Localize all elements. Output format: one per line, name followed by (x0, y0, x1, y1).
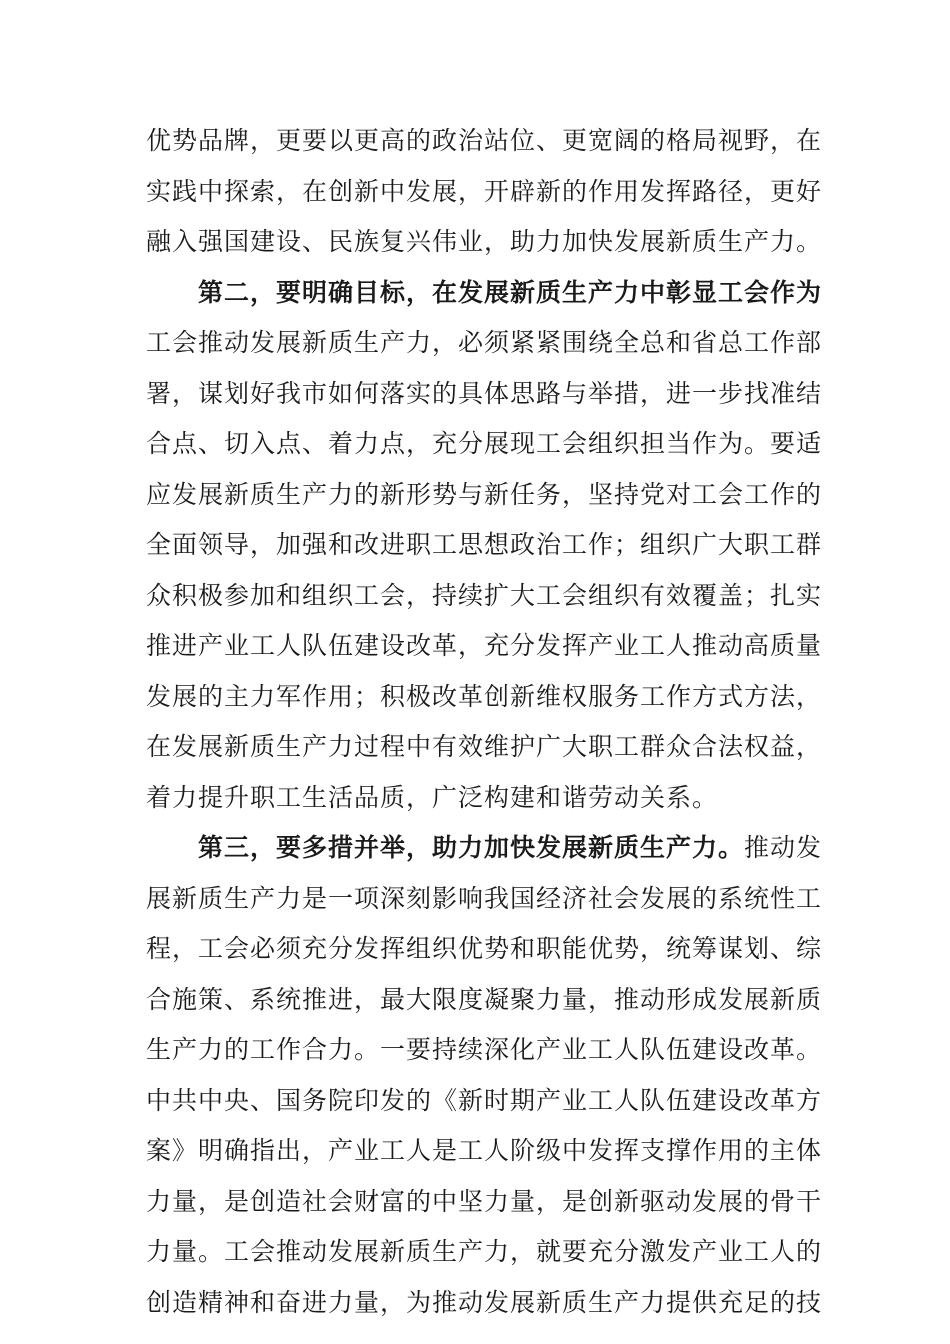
paragraph-2-line-6: 众积极参加和组织工会，持续扩大工会组织有效覆盖；扎实 (146, 580, 823, 610)
paragraph-3-line-3: 合施策、系统推进，最大限度凝聚力量，推动形成发展新质 (146, 984, 823, 1014)
paragraph-2-heading: 第二，要明确目标，在发展新质生产力中彰显工会作为 (198, 277, 823, 307)
paragraph-3-line-1: 展新质生产力是一项深刻影响我国经济社会发展的系统性工 (146, 883, 823, 913)
paragraph-3-line-7: 力量，是创造社会财富的中坚力量，是创新驱动发展的骨干 (146, 1186, 823, 1216)
paragraph-3-line-6: 案》明确指出，产业工人是工人阶级中发挥支撑作用的主体 (146, 1136, 823, 1165)
paragraph-3-line-4: 生产力的工作合力。一要持续深化产业工人队伍建设改革。 (146, 1035, 823, 1064)
paragraph-1-line-1: 优势品牌，更要以更高的政治站位、更宽阔的格局视野，在 (146, 126, 823, 155)
paragraph-3-line-8: 力量。工会推动发展新质生产力，就要充分激发产业工人的 (146, 1237, 823, 1266)
paragraph-3-first-line (146, 823, 823, 874)
paragraph-2-line-7: 推进产业工人队伍建设改革，充分发挥产业工人推动高质量 (146, 631, 823, 660)
paragraph-2-line-10: 着力提升职工生活品质，广泛构建和谐劳动关系。 (146, 782, 719, 812)
paragraph-3-line-9: 创造精神和奋进力量，为推动发展新质生产力提供充足的技 (146, 1287, 823, 1317)
paragraph-3-first-line-rest: 推动发 (744, 833, 823, 862)
paragraph-2-line-2: 署，谋划好我市如何落实的具体思路与举措，进一步找准结 (146, 378, 823, 408)
paragraph-3-line-5: 中共中央、国务院印发的《新时期产业工人队伍建设改革方 (146, 1085, 823, 1115)
document-body (146, 116, 823, 1328)
paragraph-1-line-2: 实践中探索，在创新中发展，开辟新的作用发挥路径，更好 (146, 176, 823, 206)
paragraph-2-line-1: 工会推动发展新质生产力，必须紧紧围绕全总和省总工作部 (146, 328, 823, 357)
paragraph-3-heading: 第三，要多措并举，助力加快发展新质生产力。 (198, 833, 745, 862)
paragraph-1-line-3: 融入强国建设、民族复兴伟业，助力加快发展新质生产力。 (146, 227, 823, 256)
paragraph-2-line-3: 合点、切入点、着力点，充分展现工会组织担当作为。要适 (146, 429, 823, 458)
paragraph-2-line-8: 发展的主力军作用；积极改革创新维权服务工作方式方法， (146, 681, 823, 711)
paragraph-2-line-4: 应发展新质生产力的新形势与新任务，坚持党对工会工作的 (146, 479, 823, 509)
paragraph-2-line-9: 在发展新质生产力过程中有效维护广大职工群众合法权益， (146, 732, 823, 761)
paragraph-2-line-5: 全面领导，加强和改进职工思想政治工作；组织广大职工群 (146, 530, 823, 559)
paragraph-3-line-2: 程，工会必须充分发挥组织优势和职能优势，统筹谋划、综 (146, 934, 823, 963)
